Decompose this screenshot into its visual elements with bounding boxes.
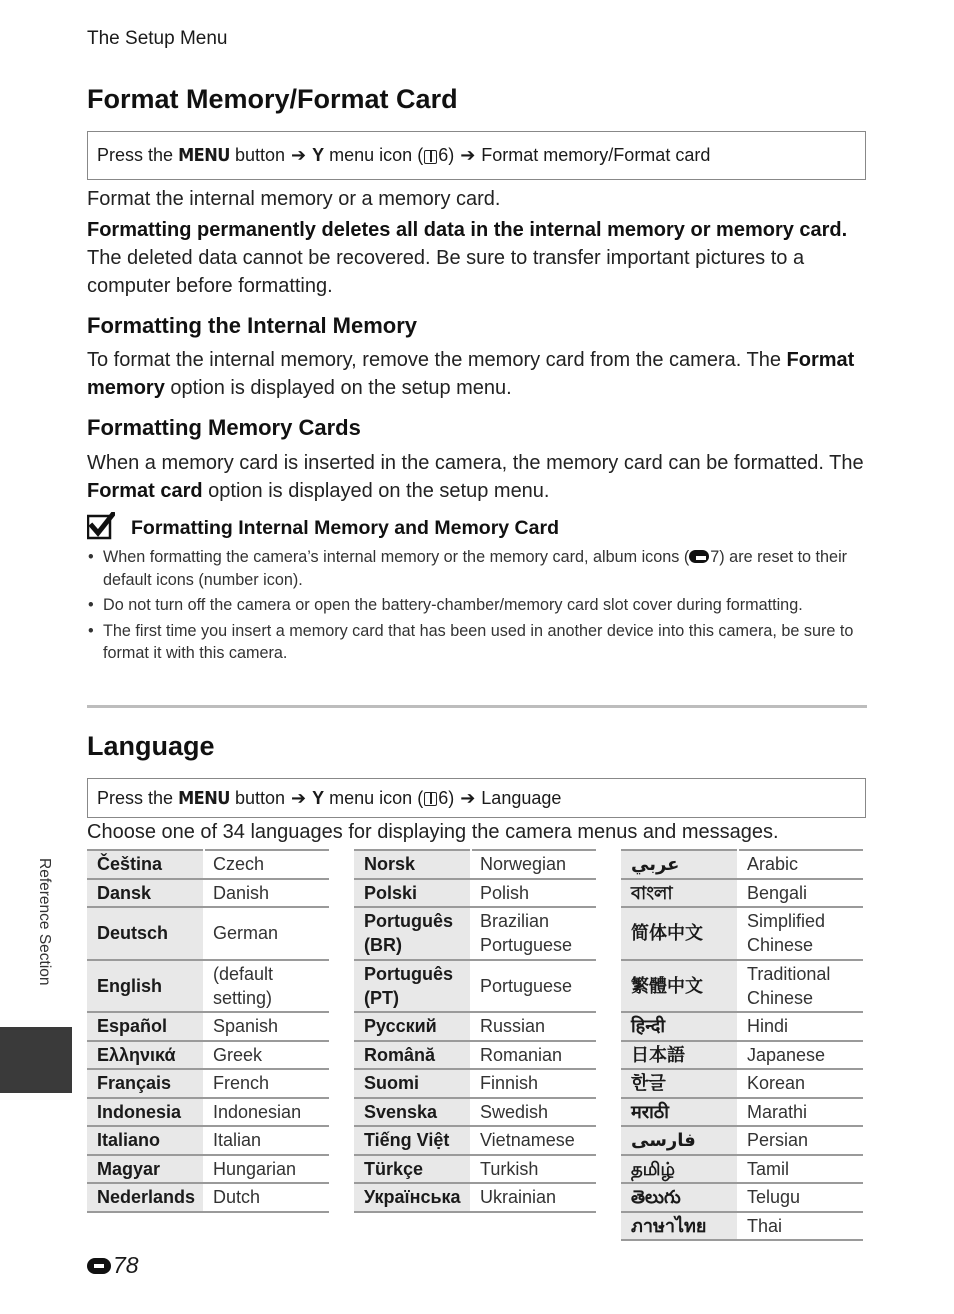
language-native: English — [87, 960, 204, 1013]
table-row — [621, 1183, 863, 1212]
page-number-value: 78 — [113, 1252, 139, 1278]
table-row — [87, 1098, 329, 1127]
list-item — [87, 546, 867, 591]
language-native: Français — [87, 1069, 204, 1098]
bullet-text: When formatting the camera’s internal memory or the memory card, album icons ( — [103, 548, 690, 566]
e-reference-icon — [689, 550, 709, 563]
subheading-internal-memory: Formatting the Internal Memory — [87, 313, 418, 338]
bullet-text: The first time you insert a memory card that has been used in another device into this camera, be sure to format it with this camera. — [103, 621, 854, 662]
table-row — [621, 850, 863, 879]
language-native: Tiếng Việt — [354, 1126, 471, 1155]
language-english: Danish — [204, 879, 329, 908]
side-tab-marker — [0, 1027, 72, 1093]
list-item — [87, 620, 867, 665]
menu-button-icon: MENU — [178, 787, 230, 809]
table-row — [621, 879, 863, 908]
language-english: Brazilian Portuguese — [471, 907, 596, 960]
warning-rest: The deleted data cannot be recovered. Be sure to transfer important pictures to a computer before formatting. — [87, 247, 805, 297]
language-native: ภาษาไทย — [621, 1212, 738, 1241]
language-native: Italiano — [87, 1126, 204, 1155]
section-title-format: Format Memory/Format Card — [87, 84, 458, 114]
table-row — [621, 960, 863, 1013]
table-row — [354, 1041, 596, 1070]
language-native: Русский — [354, 1012, 471, 1041]
language-native: मराठी — [621, 1098, 738, 1127]
language-native: 简体中文 — [621, 907, 738, 960]
nav-path-language — [87, 778, 866, 818]
arrow-icon: ➔ — [291, 145, 307, 165]
language-native: Deutsch — [87, 907, 204, 960]
language-english: Polish — [471, 879, 596, 908]
nav-menu-icon-text: menu icon ( — [329, 787, 424, 808]
section-divider — [87, 705, 867, 708]
language-english: Italian — [204, 1126, 329, 1155]
language-native: Türkçe — [354, 1155, 471, 1184]
language-english: Japanese — [738, 1041, 863, 1070]
language-english: Spanish — [204, 1012, 329, 1041]
arrow-icon: ➔ — [460, 787, 476, 808]
text-part: When a memory card is inserted in the camera, the memory card can be formatted. The — [87, 452, 864, 474]
side-tab-label: Reference Section — [36, 858, 53, 986]
language-english: Czech — [204, 850, 329, 879]
bullet-text: ) are reset to their default icons (number icon). — [103, 548, 848, 589]
nav-press-the: Press the — [97, 787, 174, 808]
language-native: Suomi — [354, 1069, 471, 1098]
e-section-icon — [87, 1258, 111, 1274]
language-native: Español — [87, 1012, 204, 1041]
language-native: Nederlands — [87, 1183, 204, 1212]
language-native: Svenska — [354, 1098, 471, 1127]
text-part: To format the internal memory, remove the memory card from the camera. The — [87, 349, 787, 371]
section-title-language: Language — [87, 731, 215, 761]
nav-ref: 6) — [438, 787, 455, 808]
table-row — [354, 1012, 596, 1041]
table-row — [354, 1155, 596, 1184]
nav-ref: 6) — [438, 145, 455, 165]
language-native: 日本語 — [621, 1041, 738, 1070]
table-row — [621, 1012, 863, 1041]
language-english: Hindi — [738, 1012, 863, 1041]
table-row — [87, 1012, 329, 1041]
table-row — [621, 1041, 863, 1070]
language-english: Norwegian — [471, 850, 596, 879]
nav-menu-icon-text: menu icon ( — [329, 145, 424, 165]
table-row — [87, 1069, 329, 1098]
table-row — [354, 960, 596, 1013]
nav-press-the: Press the — [97, 145, 174, 165]
nav-target: Format memory/Format card — [481, 145, 711, 165]
bullet-ref: 7 — [710, 548, 720, 566]
language-english: Dutch — [204, 1183, 329, 1212]
nav-path-format — [87, 131, 866, 180]
table-row — [354, 1126, 596, 1155]
language-english: Finnish — [471, 1069, 596, 1098]
page-number — [87, 1252, 139, 1279]
table-row — [87, 960, 329, 1013]
language-native: Magyar — [87, 1155, 204, 1184]
format-memory-option: Format memory — [87, 349, 855, 399]
language-native: বাংলা — [621, 879, 738, 908]
subheading-memory-cards: Formatting Memory Cards — [87, 415, 361, 440]
table-row — [354, 879, 596, 908]
table-row — [354, 1183, 596, 1212]
language-english: Telugu — [738, 1183, 863, 1212]
language-table-col3 — [621, 849, 863, 1241]
language-english: Tamil — [738, 1155, 863, 1184]
table-row — [621, 1126, 863, 1155]
bullet-text: Do not turn off the camera or open the battery-chamber/memory card slot cover during formatting. — [103, 596, 803, 614]
book-icon — [424, 792, 437, 806]
wrench-icon: Y — [312, 145, 325, 165]
table-row — [87, 879, 329, 908]
language-english: Romanian — [471, 1041, 596, 1070]
language-table-col1 — [87, 849, 329, 1213]
warning-bold: Formatting permanently deletes all data in the internal memory or memory card. — [87, 219, 848, 241]
arrow-icon: ➔ — [291, 787, 307, 808]
language-english: Arabic — [738, 850, 863, 879]
note-bullet-list — [87, 546, 867, 668]
text-part: option is displayed on the setup menu. — [164, 377, 512, 399]
language-english: Marathi — [738, 1098, 863, 1127]
table-row — [354, 1069, 596, 1098]
nav-target: Language — [481, 787, 562, 808]
format-card-option: Format card — [87, 480, 203, 502]
checkmark-note-icon — [87, 512, 115, 540]
language-english: Indonesian — [204, 1098, 329, 1127]
text-part: option is displayed on the setup menu. — [202, 480, 550, 502]
language-english: Turkish — [471, 1155, 596, 1184]
table-row — [87, 1183, 329, 1212]
language-native: Português (BR) — [354, 907, 471, 960]
table-row — [621, 1098, 863, 1127]
language-native: Indonesia — [87, 1098, 204, 1127]
note-title: Formatting Internal Memory and Memory Card — [131, 517, 559, 539]
language-english: Russian — [471, 1012, 596, 1041]
table-row — [87, 1155, 329, 1184]
language-native: Dansk — [87, 879, 204, 908]
format-warning — [87, 216, 867, 300]
language-english: Hungarian — [204, 1155, 329, 1184]
table-row — [354, 1098, 596, 1127]
language-english: Korean — [738, 1069, 863, 1098]
language-native: Čeština — [87, 850, 204, 879]
running-head: The Setup Menu — [87, 28, 228, 49]
arrow-icon: ➔ — [460, 145, 476, 165]
language-native: हिन्दी — [621, 1012, 738, 1041]
language-english: (default setting) — [204, 960, 329, 1013]
table-row — [621, 907, 863, 960]
internal-memory-text — [87, 346, 867, 402]
language-native: Polski — [354, 879, 471, 908]
language-english: Vietnamese — [471, 1126, 596, 1155]
book-icon — [424, 150, 437, 164]
language-english: Swedish — [471, 1098, 596, 1127]
language-native: తెలుగు — [621, 1183, 738, 1212]
memory-cards-text — [87, 449, 867, 505]
table-row — [354, 850, 596, 879]
menu-button-icon: MENU — [178, 145, 230, 166]
language-english: Ukrainian — [471, 1183, 596, 1212]
language-native: 한글 — [621, 1069, 738, 1098]
format-intro: Format the internal memory or a memory card. — [87, 188, 501, 210]
table-row — [621, 1155, 863, 1184]
language-english: Simplified Chinese — [738, 907, 863, 960]
table-row — [87, 1041, 329, 1070]
language-english: Thai — [738, 1212, 863, 1241]
language-native: Português (PT) — [354, 960, 471, 1013]
table-row — [87, 907, 329, 960]
language-english: Greek — [204, 1041, 329, 1070]
language-native: فارسی — [621, 1126, 738, 1155]
language-native: Ελληνικά — [87, 1041, 204, 1070]
language-english: Bengali — [738, 879, 863, 908]
language-english: French — [204, 1069, 329, 1098]
language-english: Traditional Chinese — [738, 960, 863, 1013]
nav-button-word: button — [234, 787, 286, 808]
language-native: Українська — [354, 1183, 471, 1212]
language-english: Portuguese — [471, 960, 596, 1013]
language-english: German — [204, 907, 329, 960]
language-table-col2 — [354, 849, 596, 1213]
list-item — [87, 594, 867, 617]
table-row — [621, 1212, 863, 1241]
language-intro: Choose one of 34 languages for displaying the camera menus and messages. — [87, 821, 779, 843]
language-native: Română — [354, 1041, 471, 1070]
language-native: தமிழ் — [621, 1155, 738, 1184]
language-native: Norsk — [354, 850, 471, 879]
language-native: 繁體中文 — [621, 960, 738, 1013]
table-row — [87, 1126, 329, 1155]
language-english: Persian — [738, 1126, 863, 1155]
table-row — [621, 1069, 863, 1098]
language-native: عربي — [621, 850, 738, 879]
table-row — [354, 907, 596, 960]
wrench-icon: Y — [312, 787, 325, 808]
nav-button-word: button — [234, 145, 286, 165]
table-row — [87, 850, 329, 879]
